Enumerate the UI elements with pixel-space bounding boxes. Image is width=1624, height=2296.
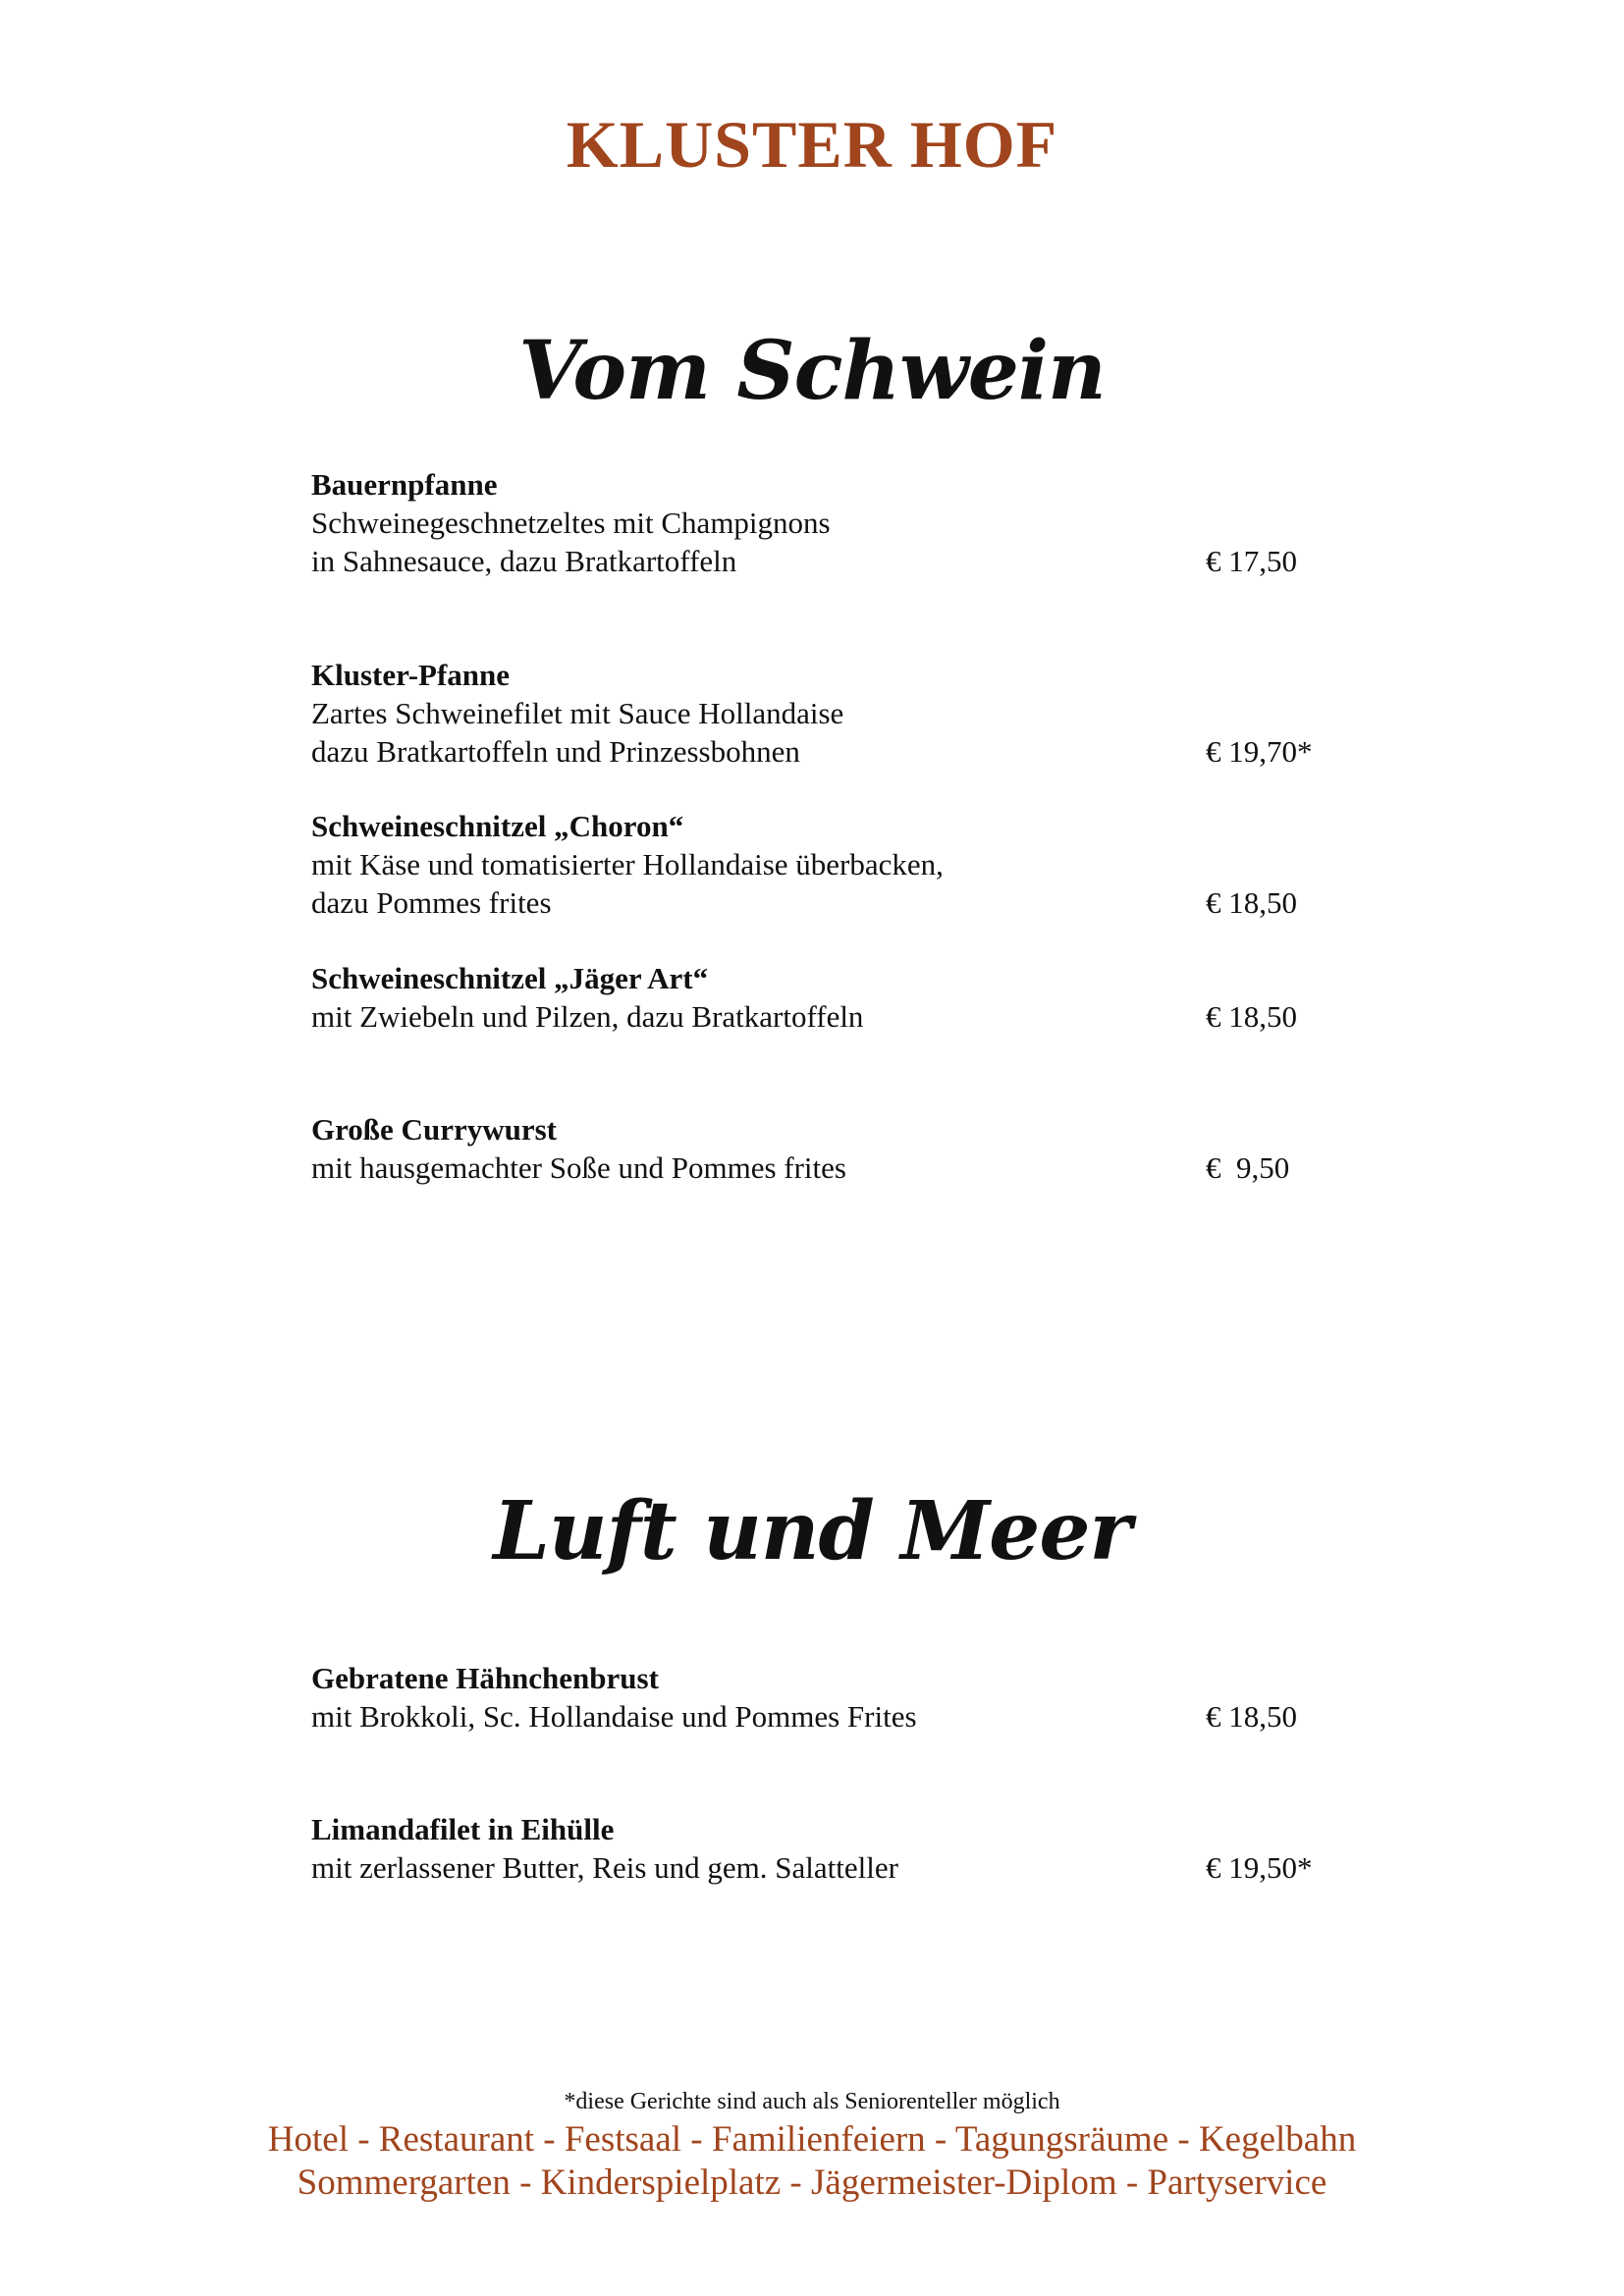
menu-item <box>311 1110 1342 1187</box>
menu-item <box>311 807 1342 922</box>
menu-item-price: € 9,50 <box>1206 1150 1290 1185</box>
menu-item-description: mit Zwiebeln und Pilzen, dazu Bratkartoffeln <box>311 999 864 1034</box>
menu-item <box>311 959 1342 1036</box>
menu-item-price: € 17,50 <box>1206 544 1297 578</box>
menu-item <box>311 656 1342 771</box>
section-heading-luft-und-meer: Luft und Meer <box>493 1484 1131 1578</box>
menu-item-name: Gebratene Hähnchenbrust <box>311 1661 659 1695</box>
menu-item-name: Schweineschnitzel „Jäger Art“ <box>311 961 709 995</box>
menu-item-description: mit Brokkoli, Sc. Hollandaise und Pommes Frites <box>311 1699 917 1734</box>
menu-item-price: € 18,50 <box>1206 885 1297 920</box>
menu-item-description: Schweinegeschnetzeltes mit Champignons <box>311 506 831 540</box>
menu-item-description: mit zerlassener Butter, Reis und gem. Salatteller <box>311 1850 898 1885</box>
menu-item-price: € 19,50* <box>1206 1850 1313 1885</box>
menu-item-name: Bauernpfanne <box>311 467 498 502</box>
senior-plate-note: *diese Gerichte sind auch als Seniorenteller möglich <box>564 2089 1060 2114</box>
menu-item-description: Zartes Schweinefilet mit Sauce Hollandaise <box>311 696 844 730</box>
services-line-2: Sommergarten - Kinderspielplatz - Jägermeister-Diplom - Partyservice <box>297 2163 1327 2203</box>
menu-item-description: in Sahnesauce, dazu Bratkartoffeln <box>311 544 737 578</box>
restaurant-title: KLUSTER HOF <box>566 107 1058 182</box>
menu-item <box>311 1810 1342 1887</box>
menu-item-name: Große Currywurst <box>311 1112 557 1147</box>
menu-item-name: Schweineschnitzel „Choron“ <box>311 809 684 843</box>
menu-item <box>311 1659 1342 1735</box>
menu-item-price: € 18,50 <box>1206 1699 1297 1734</box>
menu-item-name: Limandafilet in Eihülle <box>311 1812 615 1846</box>
menu-item-price: € 18,50 <box>1206 999 1297 1034</box>
menu-item-description: mit hausgemachter Soße und Pommes frites <box>311 1150 846 1185</box>
menu-item-name: Kluster-Pfanne <box>311 658 511 692</box>
services-line-1: Hotel - Restaurant - Festsaal - Familienfeiern - Tagungsräume - Kegelbahn <box>267 2119 1357 2160</box>
menu-item-description: mit Käse und tomatisierter Hollandaise überbacken, <box>311 847 944 881</box>
section-heading-vom-schwein: Vom Schwein <box>518 324 1106 418</box>
menu-item-price: € 19,70* <box>1206 734 1313 769</box>
menu-item-description: dazu Bratkartoffeln und Prinzessbohnen <box>311 734 800 769</box>
menu-item <box>311 465 1342 580</box>
menu-item-description: dazu Pommes frites <box>311 885 552 920</box>
